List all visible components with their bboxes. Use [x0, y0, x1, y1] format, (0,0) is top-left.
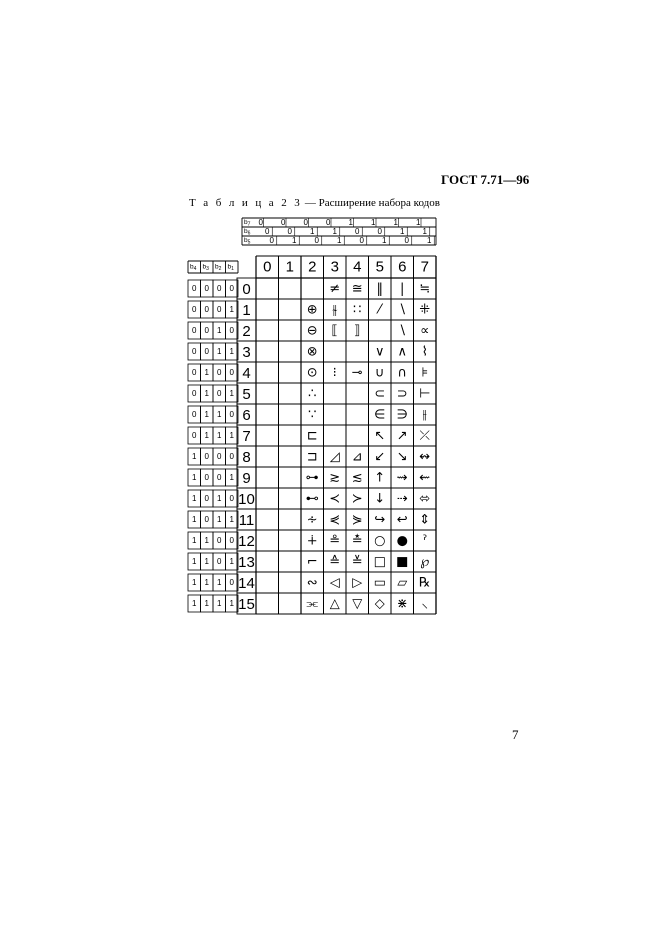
code-cell-symbol: ⊷ [305, 491, 319, 507]
row-bit-value: 0 [204, 452, 209, 461]
code-cell-symbol: ⸜ [421, 596, 428, 612]
col-bit-value: 1 [310, 227, 315, 236]
code-cell-symbol: ⟧ [354, 323, 361, 339]
code-cell-symbol: ≳ [329, 470, 341, 486]
code-cell-symbol: ▭ [373, 575, 386, 591]
col-bit-value: 1 [292, 236, 297, 245]
row-bit-value: 0 [204, 494, 209, 503]
column-number: 7 [420, 258, 429, 276]
code-cell-symbol: ⫳ [332, 302, 338, 318]
row-bit-value: 0 [217, 473, 222, 482]
col-bit-value: 1 [416, 218, 421, 227]
code-cell-symbol: ↓ [374, 491, 386, 507]
code-cell-symbol: ∔ [306, 533, 318, 549]
row-bit-value: 0 [204, 305, 209, 314]
row-bit-value: 0 [217, 305, 222, 314]
code-cell-symbol: ⊢ [419, 386, 431, 402]
row-bit-value: 0 [204, 347, 209, 356]
code-cell-symbol: ≚ [351, 554, 363, 570]
row-bit-value: 0 [229, 326, 234, 335]
code-cell-symbol: ⫲ [422, 407, 427, 423]
row-bit-label: $b_4$ [190, 263, 197, 272]
row-number: 14 [238, 575, 255, 592]
row-bit-value: 1 [192, 473, 197, 482]
row-number: 11 [238, 512, 255, 529]
code-cell-symbol: ∈ [374, 407, 386, 423]
row-bit-value: 0 [229, 410, 234, 419]
code-cell-symbol: ≅ [351, 281, 363, 297]
col-bit-value: 0 [326, 218, 331, 227]
code-cell-symbol: ⊖ [306, 323, 318, 339]
table-caption-label: Т а б л и ц а 2 3 [189, 197, 303, 209]
code-cell-symbol: ◿ [329, 449, 340, 465]
code-cell-symbol: ℞ [418, 575, 431, 591]
col-bit-label: $b_5$ [244, 237, 251, 246]
code-cell-symbol: ≲ [351, 470, 363, 486]
column-number: 5 [375, 258, 384, 276]
code-cell-symbol: ≗ [329, 533, 341, 549]
code-cell-symbol: ⊏ [306, 428, 318, 444]
col-bit-value: 1 [422, 227, 427, 236]
code-cell-symbol: ≙ [329, 554, 341, 570]
row-bit-value: 0 [192, 284, 197, 293]
col-bit-value: 1 [332, 227, 337, 236]
col-bit-value: 1 [393, 218, 398, 227]
row-bit-value: 1 [204, 536, 209, 545]
row-bit-value: 1 [217, 431, 222, 440]
row-bit-value: 1 [192, 452, 197, 461]
row-number: 2 [242, 323, 251, 340]
table-caption [189, 197, 440, 209]
row-bit-value: 0 [217, 389, 222, 398]
row-number: 1 [242, 302, 251, 319]
code-cell-symbol: ‖ [376, 281, 383, 297]
row-bit-value: 0 [192, 368, 197, 377]
row-bit-value: 0 [229, 536, 234, 545]
row-bit-value: 0 [217, 368, 222, 377]
col-bit-value: 0 [404, 236, 409, 245]
row-number: 9 [242, 470, 251, 487]
code-cell-symbol: ≠ [329, 281, 341, 297]
code-cell-symbol: ∷ [353, 302, 362, 318]
column-number: 3 [330, 258, 339, 276]
page-number: 7 [512, 727, 519, 742]
code-cell-symbol: ⊕ [306, 302, 318, 318]
code-cell-symbol: ▱ [397, 575, 408, 591]
row-bit-value: 1 [204, 578, 209, 587]
code-cell-symbol: ■ [396, 554, 409, 570]
code-cell-symbol: ⊐ [306, 449, 318, 465]
row-bit-value: 1 [217, 515, 222, 524]
code-cell-symbol: ⇝ [396, 470, 408, 486]
col-bit-value: 0 [269, 236, 274, 245]
col-bit-value: 1 [348, 218, 353, 227]
row-bit-value: 1 [229, 305, 234, 314]
row-number: 6 [242, 407, 251, 424]
row-number: 13 [238, 554, 255, 571]
row-number: 12 [238, 533, 255, 550]
row-bit-value: 1 [229, 515, 234, 524]
column-number: 0 [263, 258, 272, 276]
col-bit-value: 0 [303, 218, 308, 227]
row-bit-value: 0 [192, 326, 197, 335]
code-cell-symbol: ≺ [329, 491, 341, 507]
row-bit-value: 0 [217, 452, 222, 461]
row-bit-value: 0 [204, 326, 209, 335]
row-bit-label: $b_3$ [202, 263, 209, 272]
code-cell-symbol: ∵ [308, 407, 317, 423]
code-cell-symbol: ⌇ [421, 344, 428, 360]
row-bit-value: 1 [217, 599, 222, 608]
code-cell-symbol: ⇕ [419, 512, 431, 528]
row-bit-value: 1 [217, 326, 222, 335]
row-bit-value: 0 [192, 410, 197, 419]
code-cell-symbol: ↗ [396, 428, 408, 444]
row-number: 5 [242, 386, 251, 403]
code-cell-symbol: ⊂ [374, 386, 386, 402]
code-cell-symbol: ↪ [374, 512, 386, 528]
row-bit-value: 1 [204, 431, 209, 440]
row-bit-value: 1 [192, 557, 197, 566]
column-number: 2 [308, 258, 317, 276]
code-cell-symbol: ∻ [306, 512, 318, 528]
row-bit-value: 1 [229, 431, 234, 440]
col-bit-value: 0 [377, 227, 382, 236]
row-bit-value: 1 [192, 536, 197, 545]
row-bit-value: 0 [217, 557, 222, 566]
code-cell-symbol: ⊧ [421, 365, 429, 381]
code-cell-symbol: ⤫ [419, 428, 430, 444]
row-number: 15 [238, 596, 255, 613]
col-bit-value: 1 [400, 227, 405, 236]
row-number: 0 [242, 281, 251, 298]
code-cell-symbol: ⊗ [306, 344, 318, 360]
code-cell-symbol: ˀ [422, 533, 428, 549]
col-bit-value: 1 [427, 236, 432, 245]
code-cell-symbol: ▷ [352, 575, 363, 591]
code-cell-symbol: ⁜ [419, 302, 431, 318]
col-bit-value: 1 [382, 236, 387, 245]
row-bit-value: 0 [217, 536, 222, 545]
col-bit-value: 0 [355, 227, 360, 236]
code-cell-symbol: ⊃ [396, 386, 408, 402]
code-cell-symbol: ⟦ [331, 323, 338, 339]
code-cell-symbol: ⊙ [306, 365, 318, 381]
code-cell-symbol: ∴ [308, 386, 317, 402]
row-bit-value: 1 [217, 578, 222, 587]
code-cell-symbol: ⌐ [306, 554, 318, 570]
code-cell-symbol: ↑ [374, 470, 386, 486]
row-number: 10 [238, 491, 255, 508]
row-bit-value: 1 [204, 599, 209, 608]
code-cell-symbol: □ [373, 554, 386, 570]
code-cell-symbol: ⊶ [305, 470, 319, 486]
code-table [186, 215, 446, 615]
table-caption-title: — Расширение набора кодов [302, 197, 440, 209]
code-cell-symbol: ◁ [329, 575, 340, 591]
code-cell-symbol: ∖ [398, 302, 407, 318]
code-cell-symbol: ⋞ [329, 512, 341, 528]
row-bit-value: 0 [204, 515, 209, 524]
row-bit-value: 0 [192, 305, 197, 314]
col-bit-value: 0 [258, 218, 263, 227]
code-cell-symbol: ↩ [396, 512, 408, 528]
document-header: ГОСТ 7.71—96 [441, 172, 530, 187]
row-bit-value: 1 [229, 599, 234, 608]
row-bit-value: 1 [192, 515, 197, 524]
col-bit-value: 0 [287, 227, 292, 236]
code-cell-symbol: ≻ [351, 491, 363, 507]
row-bit-value: 1 [217, 410, 222, 419]
code-cell-symbol: ∾ [306, 575, 318, 591]
row-bit-value: 0 [229, 578, 234, 587]
code-cell-symbol: ℘ [420, 554, 430, 570]
code-cell-symbol: ∪ [374, 365, 385, 381]
row-bit-value: 1 [229, 389, 234, 398]
code-cell-symbol: ⫘ [306, 596, 319, 612]
code-cell-symbol: ⁝ [332, 365, 337, 381]
code-cell-symbol: ▽ [352, 596, 363, 612]
code-cell-symbol: ⊿ [351, 449, 363, 465]
row-bit-value: 1 [204, 557, 209, 566]
code-cell-symbol: ≛ [351, 533, 363, 549]
column-number: 1 [285, 258, 294, 276]
col-bit-value: 0 [265, 227, 270, 236]
row-bit-value: 1 [204, 368, 209, 377]
code-cell-symbol: ↘ [396, 449, 408, 465]
row-bit-value: 1 [192, 599, 197, 608]
row-bit-value: 1 [192, 578, 197, 587]
row-bit-value: 0 [192, 389, 197, 398]
row-bit-value: 1 [204, 410, 209, 419]
code-cell-symbol: | [400, 281, 405, 297]
row-bit-value: 1 [229, 557, 234, 566]
code-cell-symbol: ○ [374, 533, 386, 549]
row-bit-value: 1 [204, 389, 209, 398]
row-number: 3 [242, 344, 251, 361]
row-bit-value: 1 [229, 473, 234, 482]
row-bit-value: 0 [229, 452, 234, 461]
code-cell-symbol: ≒ [419, 281, 431, 297]
code-cell-symbol: ⊸ [351, 365, 363, 381]
code-cell-symbol: ∨ [374, 344, 385, 360]
row-number: 8 [242, 449, 251, 466]
col-bit-value: 0 [359, 236, 364, 245]
col-bit-value: 1 [371, 218, 376, 227]
row-number: 7 [242, 428, 251, 445]
row-bit-value: 0 [229, 494, 234, 503]
code-cell-symbol: ● [396, 533, 408, 549]
row-bit-value: 0 [192, 431, 197, 440]
col-bit-label: $b_7$ [244, 219, 251, 228]
row-bit-value: 0 [192, 347, 197, 356]
code-cell-symbol: ⇢ [396, 491, 408, 507]
code-cell-symbol: ∩ [397, 365, 408, 381]
row-bit-value: 1 [192, 494, 197, 503]
column-number: 6 [398, 258, 407, 276]
col-bit-label: $b_6$ [244, 228, 251, 237]
row-bit-value: 1 [217, 347, 222, 356]
col-bit-value: 0 [281, 218, 286, 227]
code-cell-symbol: ↭ [419, 449, 431, 465]
col-bit-value: 0 [314, 236, 319, 245]
row-bit-value: 0 [204, 284, 209, 293]
col-bit-value: 1 [337, 236, 342, 245]
code-cell-symbol: ↖ [374, 428, 386, 444]
code-cell-symbol: ↙ [374, 449, 386, 465]
code-cell-symbol: ∧ [397, 344, 408, 360]
code-cell-symbol: ⋇ [396, 596, 408, 612]
code-cell-symbol: ∝ [420, 323, 430, 339]
column-number: 4 [353, 258, 362, 276]
row-bit-label: $b_1$ [227, 263, 234, 272]
code-cell-symbol: ∋ [396, 407, 408, 423]
row-bit-value: 1 [217, 494, 222, 503]
row-bit-label: $b_2$ [215, 263, 222, 272]
code-cell-symbol: ◇ [374, 596, 385, 612]
row-bit-value: 1 [229, 347, 234, 356]
row-bit-value: 0 [229, 284, 234, 293]
code-cell-symbol: ⁄ [378, 302, 381, 318]
row-bit-value: 0 [229, 368, 234, 377]
row-bit-value: 0 [217, 284, 222, 293]
code-cell-symbol: ⋟ [351, 512, 363, 528]
row-bit-value: 0 [204, 473, 209, 482]
row-number: 4 [242, 365, 251, 382]
code-cell-symbol: △ [329, 596, 340, 612]
code-cell-symbol: ⬄ [419, 491, 431, 507]
code-cell-symbol: ⇜ [419, 470, 431, 486]
code-cell-symbol: ∖ [398, 323, 407, 339]
